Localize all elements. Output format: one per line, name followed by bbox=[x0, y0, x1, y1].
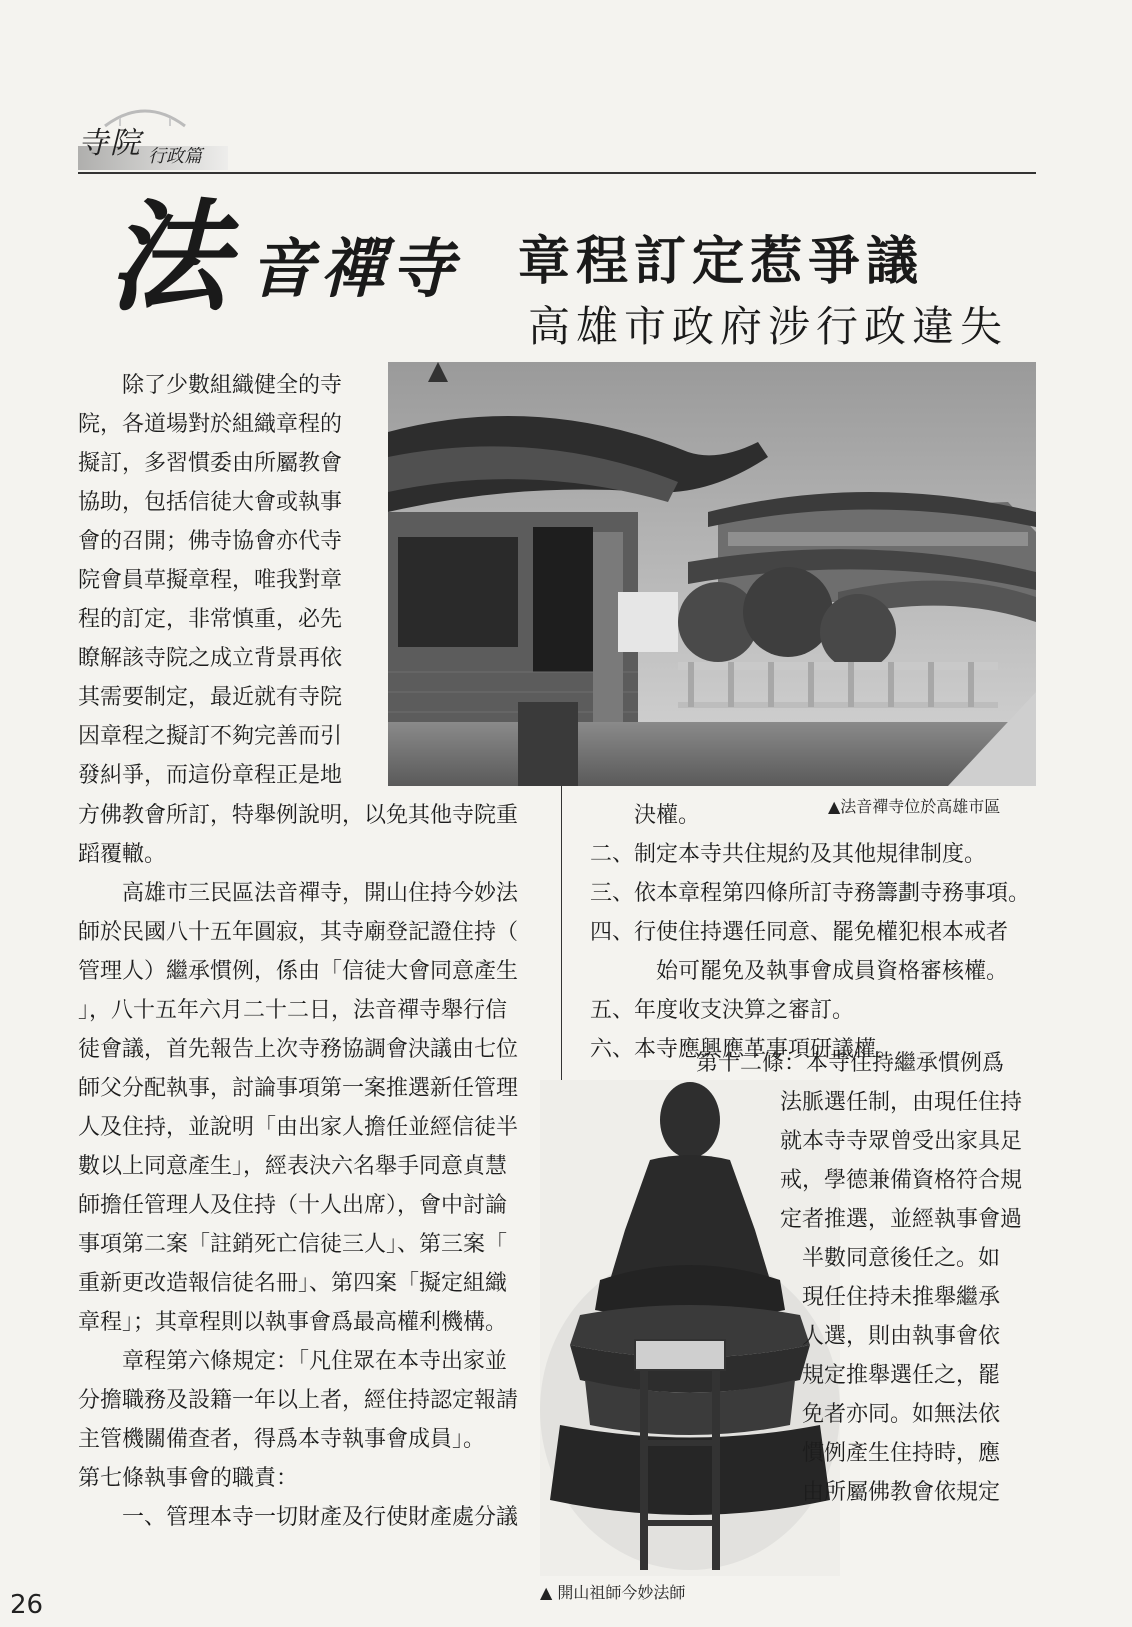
text-line: 高雄市三民區法音禪寺，開山住持今妙法 bbox=[78, 881, 519, 906]
text-line: 分擔職務及設籍一年以上者，經住持認定報請 bbox=[78, 1388, 519, 1413]
statue-caption: ▲ 開山祖師今妙法師 bbox=[540, 1583, 686, 1602]
text-line: 事項第二案「註銷死亡信徒三人」、第三案「 bbox=[78, 1232, 508, 1257]
text-line: 協助，包括信徒大會或執事 bbox=[78, 490, 343, 515]
right-column bbox=[590, 796, 1030, 1069]
text-line: 發糾爭，而這份章程正是地 bbox=[78, 763, 343, 788]
text-line: 人選，則由執事會依 bbox=[780, 1324, 1001, 1349]
text-line: 除了少數組織健全的寺 bbox=[122, 373, 343, 398]
text-line: 第十二條：本寺住持繼承慣例爲 bbox=[696, 1051, 1005, 1076]
text-line: 第七條執事會的職責： bbox=[78, 1466, 299, 1491]
photo-caption: ▲法音禪寺位於高雄市區 bbox=[828, 797, 1001, 816]
text-line: 現任住持未推舉繼承 bbox=[780, 1285, 1001, 1310]
text-line: 半數同意後任之。如 bbox=[780, 1246, 1001, 1271]
text-line: 免者亦同。如無法依 bbox=[780, 1402, 1001, 1427]
text-line: 四、行使住持選任同意、罷免權犯根本戒者 bbox=[590, 920, 1009, 945]
text-line: 管理人）繼承慣例，係由「信徒大會同意產生 bbox=[78, 959, 519, 984]
title-temple-name: 音禪寺 bbox=[250, 232, 460, 307]
text-line: 定者推選，並經執事會過 bbox=[780, 1207, 1023, 1232]
text-line: 方佛教會所訂，特舉例說明，以免其他寺院重 bbox=[78, 803, 519, 828]
text-line: 數以上同意產生」，經表決六名舉手同意貞慧 bbox=[78, 1154, 508, 1179]
text-line: 其需要制定，最近就有寺院 bbox=[78, 685, 343, 710]
text-line: 由所屬佛教會依規定 bbox=[780, 1480, 1001, 1505]
text-line: 章程」；其章程則以執事會爲最高權利機構。 bbox=[78, 1310, 508, 1335]
text-line: 主管機關備查者，得爲本寺執事會成員」。 bbox=[78, 1427, 486, 1452]
text-line: 人及住持，並說明「由出家人擔任並經信徒半 bbox=[78, 1115, 519, 1140]
text-line: 六、本寺應興應革事項研議權。 bbox=[590, 1037, 899, 1062]
title-calligraphy-char: 法 bbox=[108, 187, 228, 328]
text-line: 院，各道場對於組織章程的 bbox=[78, 412, 343, 437]
text-line: 因章程之擬訂不夠完善而引 bbox=[78, 724, 343, 749]
text-line: 一、管理本寺一切財產及行使財產處分議 bbox=[78, 1505, 519, 1530]
clause-12 bbox=[696, 1044, 1036, 1083]
text-line: 師父分配執事，討論事項第一案推選新任管理 bbox=[78, 1076, 519, 1101]
text-line: 院會員草擬章程，唯我對章 bbox=[78, 568, 343, 593]
text-line: 瞭解該寺院之成立背景再依 bbox=[78, 646, 343, 671]
text-line: 」，八十五年六月二十二日，法音禪寺舉行信 bbox=[78, 998, 508, 1023]
text-line: 就本寺寺眾曾受出家具足 bbox=[780, 1129, 1023, 1154]
temple-photo bbox=[388, 362, 1036, 786]
text-line: 二、制定本寺共住規約及其他規律制度。 bbox=[590, 842, 987, 867]
headline: 章程訂定惹爭議 bbox=[518, 231, 925, 292]
text-line: 程的訂定，非常慎重，必先 bbox=[78, 607, 343, 632]
section-sublabel: 行政篇 bbox=[148, 146, 202, 167]
text-line: 三、依本章程第四條所訂寺務籌劃寺務事項。 bbox=[590, 881, 1031, 906]
text-line: 擬訂，多習慣委由所屬教會 bbox=[78, 451, 343, 476]
text-line: 五、年度收支決算之審訂。 bbox=[590, 998, 855, 1023]
text-line: 章程第六條規定：「凡住眾在本寺出家並 bbox=[78, 1349, 508, 1374]
text-line: 慣例產生住持時，應 bbox=[780, 1441, 1001, 1466]
subheadline: 高雄市政府涉行政違失 bbox=[528, 302, 1009, 351]
header-rule bbox=[78, 172, 1036, 174]
page-number: 26 bbox=[10, 1590, 44, 1620]
left-column bbox=[78, 796, 528, 1537]
text-line: 師於民國八十五年圓寂，其寺廟登記證住持（ bbox=[78, 920, 519, 945]
text-line: 重新更改造報信徒名冊」、第四案「擬定組織 bbox=[78, 1271, 508, 1296]
lead-column bbox=[78, 366, 358, 795]
clause-12-body bbox=[780, 1083, 1036, 1512]
text-line: 始可罷免及執事會成員資格審核權。 bbox=[590, 959, 1009, 984]
section-label: 寺院 bbox=[78, 126, 142, 161]
text-line: 徒會議，首先報告上次寺務協調會決議由七位 bbox=[78, 1037, 519, 1062]
text-line: 戒，學德兼備資格符合規 bbox=[780, 1168, 1023, 1193]
text-line: 蹈覆轍。 bbox=[78, 842, 167, 867]
text-line: 師擔任管理人及住持（十人出席），會中討論 bbox=[78, 1193, 508, 1218]
text-line: 法脈選任制，由現任住持 bbox=[780, 1090, 1023, 1115]
text-line: 會的召開；佛寺協會亦代寺 bbox=[78, 529, 343, 554]
text-line: 決權。 bbox=[590, 803, 701, 828]
text-line: 規定推舉選任之，罷 bbox=[780, 1363, 1001, 1388]
